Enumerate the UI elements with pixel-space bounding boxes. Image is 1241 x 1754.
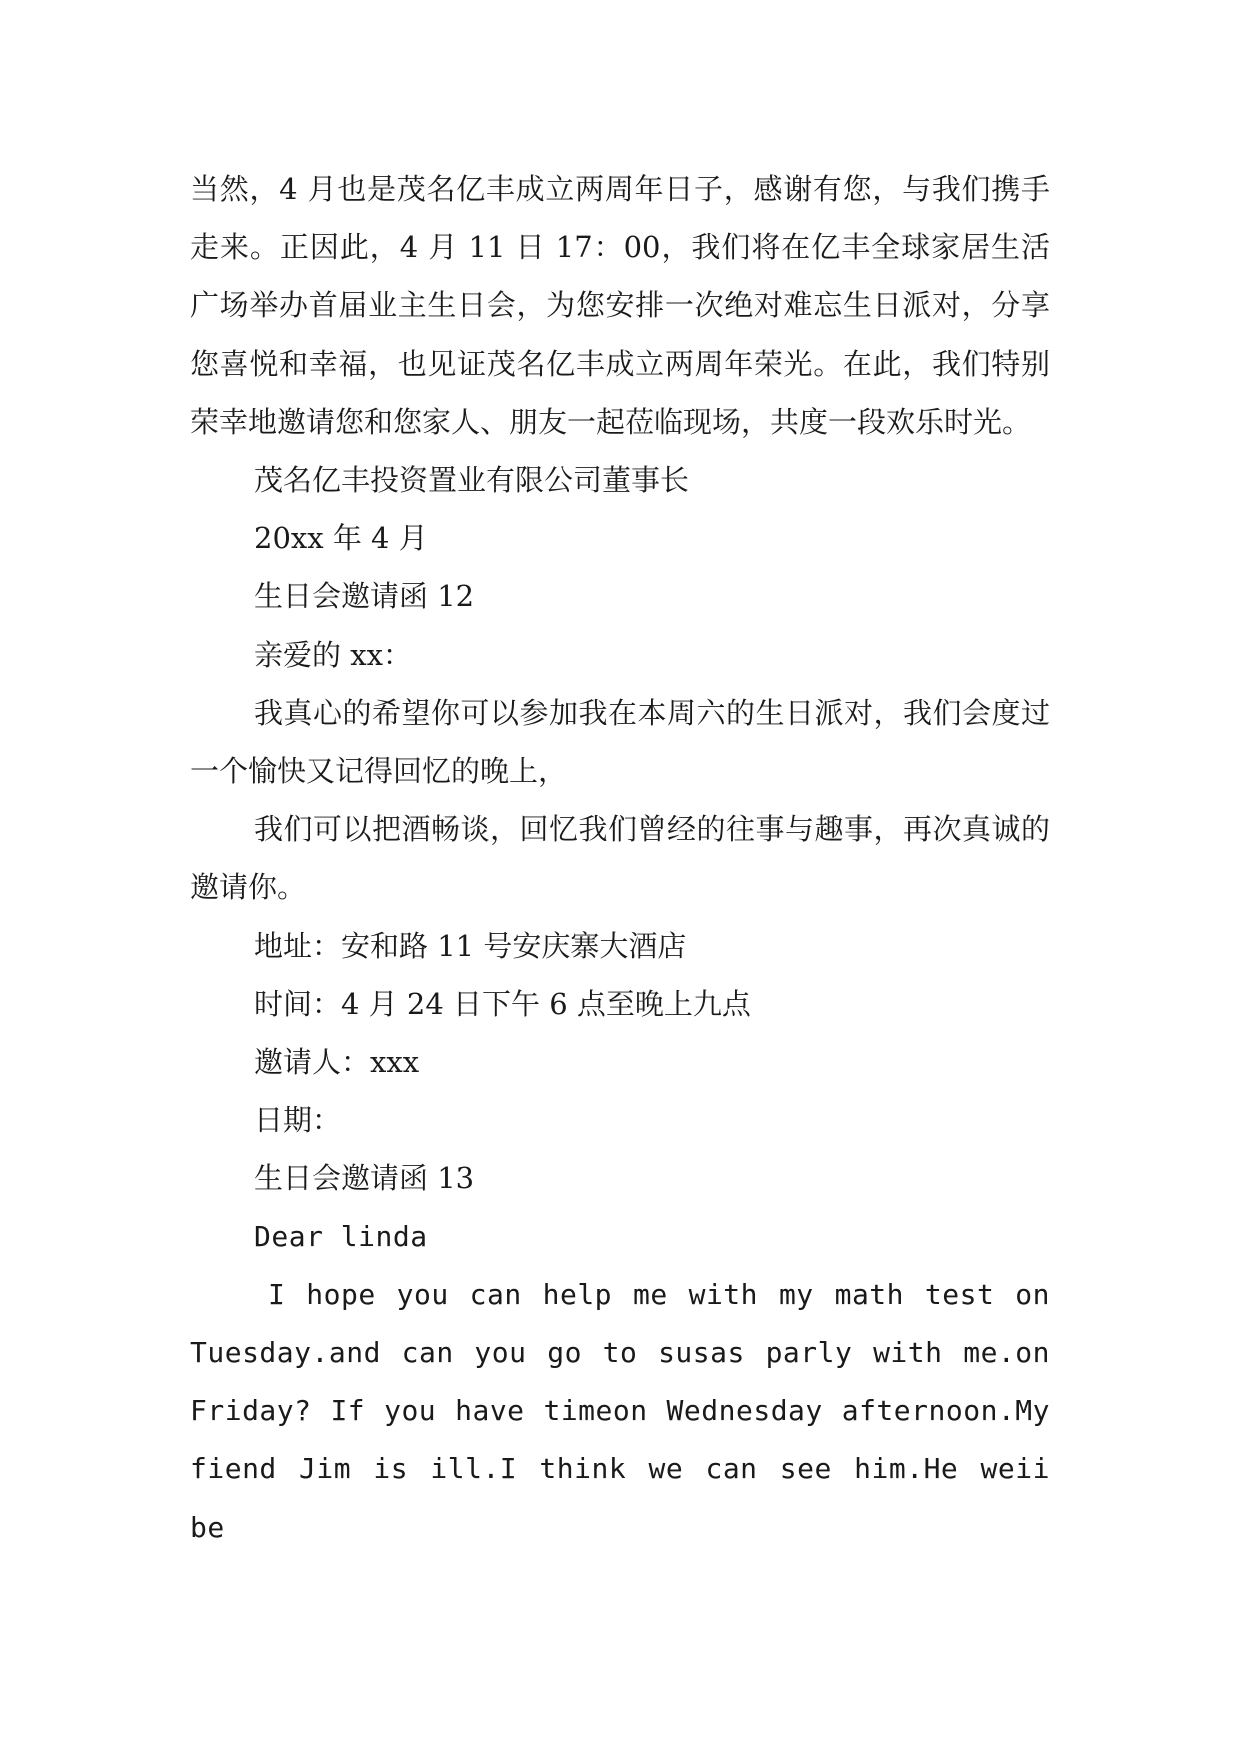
paragraph-sincere-invite: 我们可以把酒畅谈，回忆我们曾经的往事与趣事，再次真诚的邀请你。: [190, 812, 1050, 905]
signature-date: 20xx 年 4 月: [254, 521, 428, 556]
english-salutation: Dear linda: [254, 1219, 428, 1253]
signature-company-chairman: 茂名亿丰投资置业有限公司董事长: [254, 463, 690, 498]
section-heading-12: 生日会邀请函 12: [254, 579, 475, 614]
english-letter-body: I hope you can help me with my math test on Tuesday.and can you go to susas parly with me.on Friday? If you have timeon Wednesday afternoon.My fiend Jim is ill.I think we can see him.He weii be: [190, 1277, 1050, 1544]
address-line: 地址：安和路 11 号安庆寨大酒店: [254, 928, 687, 963]
document-body: [190, 160, 1050, 1557]
paragraph-anniversary-invitation: 当然，4 月也是茂名亿丰成立两周年日子，感谢有您，与我们携手走来。正因此，4 月 11 日 17：00，我们将在亿丰全球家居生活广场举办首届业主生日会，为您安排一次绝对难忘生日派对，分享您喜悦和幸福，也见证茂名亿丰成立两周年荣光。在此，我们特别荣幸地邀请您和您家人、朋友一起莅临现场，共度一段欢乐时光。: [190, 172, 1050, 439]
salutation: 亲爱的 xx：: [254, 637, 412, 672]
paragraph-party-invite: 我真心的希望你可以参加我在本周六的生日派对，我们会度过一个愉快又记得回忆的晚上，: [190, 695, 1050, 789]
time-line: 时间：4 月 24 日下午 6 点至晚上九点: [254, 986, 751, 1021]
date-line: 日期：: [254, 1103, 342, 1138]
inviter-line: 邀请人：xxx: [254, 1045, 420, 1080]
section-heading-13: 生日会邀请函 13: [254, 1161, 475, 1196]
